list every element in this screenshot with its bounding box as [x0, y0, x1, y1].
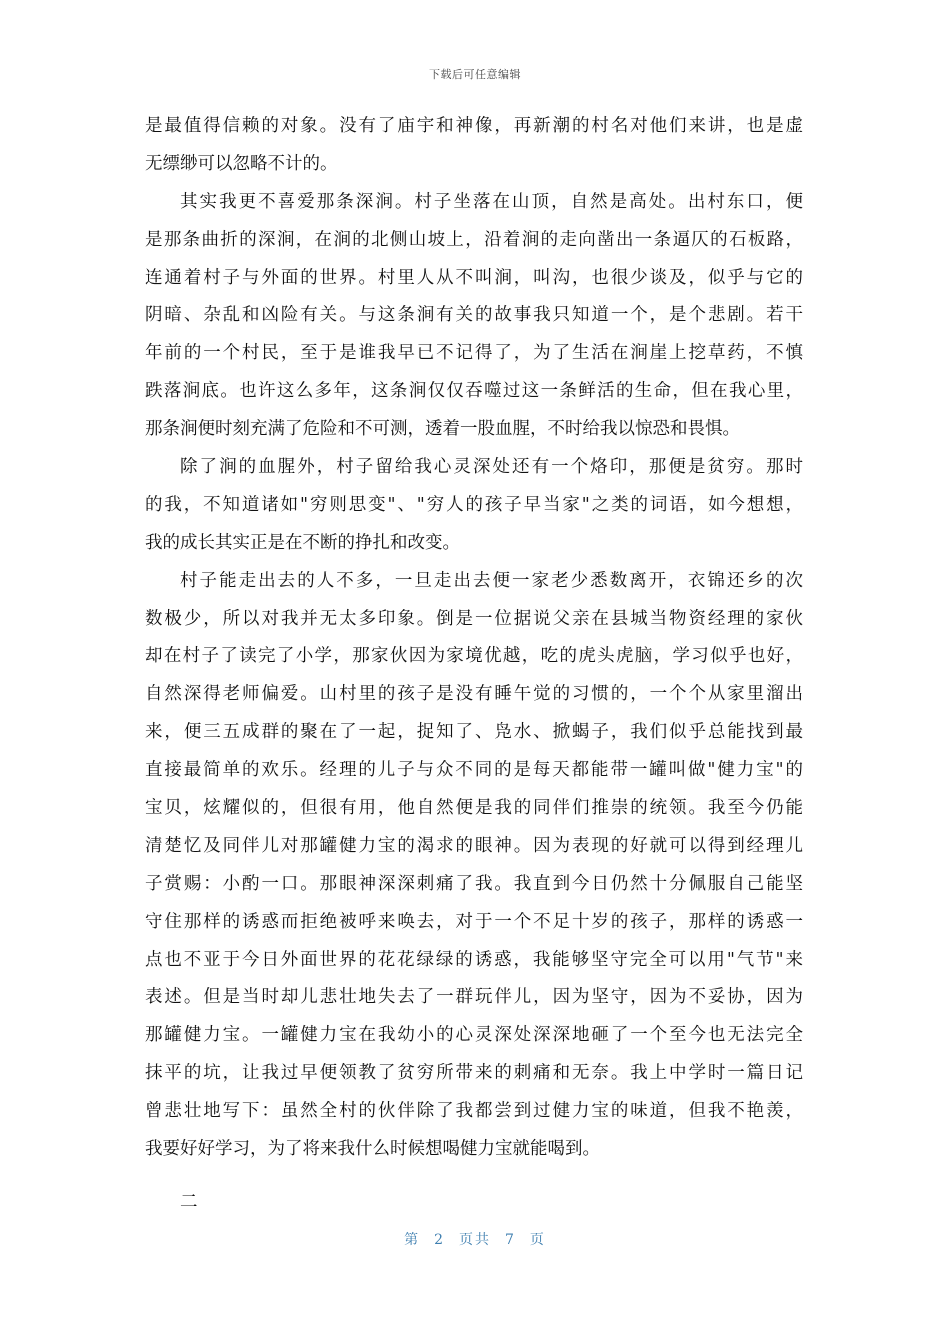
- footer-current-page: 2: [434, 1232, 445, 1248]
- text-line: 宝贝，炫耀似的，但很有用，他自然便是我的同伴们推崇的统领。我至今仍能: [145, 798, 803, 819]
- text-line: 那罐健力宝。一罐健力宝在我幼小的心灵深处深深地砸了一个至今也无法完全: [145, 1025, 803, 1046]
- text-line: 村子能走出去的人不多，一旦走出去便一家老少悉数离开，衣锦还乡的次: [180, 570, 803, 591]
- paragraph: [145, 563, 803, 1169]
- text-line: 那条涧便时刻充满了危险和不可测，透着一股血腥，不时给我以惊恐和畏惧。: [145, 419, 740, 440]
- footer-label-of: 页共: [459, 1232, 491, 1248]
- footer-label-page: 第: [404, 1232, 421, 1248]
- text-line: 直接最简单的欢乐。经理的儿子与众不同的是每天都能带一罐叫做"健力宝"的: [145, 760, 803, 781]
- text-line: 点也不亚于今日外面世界的花花绿绿的诱惑，我能够坚守完全可以用"气节"来: [145, 949, 803, 970]
- text-line: 的我，不知道诸如"穷则思变"、"穷人的孩子早当家"之类的词语，如今想想，: [145, 494, 803, 515]
- footer-label-end: 页: [529, 1232, 546, 1248]
- text-line: 是最值得信赖的对象。没有了庙宇和神像，再新潮的村名对他们来讲，也是虚: [145, 116, 803, 136]
- text-line: 我的成长其实正是在不断的挣扎和改变。: [145, 532, 460, 553]
- paragraph: [145, 449, 803, 563]
- text-line: 守住那样的诱惑而拒绝被呼来唤去，对于一个不足十岁的孩子，那样的诱惑一: [145, 911, 803, 932]
- text-line: 连通着村子与外面的世界。村里人从不叫涧，叫沟，也很少谈及，似乎与它的: [145, 267, 803, 288]
- paragraph: [145, 108, 803, 184]
- text-line: 自然深得老师偏爱。山村里的孩子是没有睡午觉的习惯的，一个个从家里溜出: [145, 684, 803, 705]
- text-line: 除了涧的血腥外，村子留给我心灵深处还有一个烙印，那便是贫穷。那时: [180, 457, 803, 478]
- text-line: 年前的一个村民，至于是谁我早已不记得了，为了生活在涧崖上挖草药，不慎: [145, 343, 803, 364]
- text-line: 来，便三五成群的聚在了一起，捉知了、凫水、掀蝎子，我们似乎总能找到最: [145, 722, 803, 743]
- text-line: 却在村子了读完了小学，那家伙因为家境优越，吃的虎头虎脑，学习似乎也好，: [145, 646, 803, 667]
- text-line: 其实我更不喜爱那条深涧。村子坐落在山顶，自然是高处。出村东口，便: [180, 191, 803, 212]
- text-line: 曾悲壮地写下：虽然全村的伙伴除了我都尝到过健力宝的味道，但我不艳羡，: [145, 1101, 803, 1122]
- section-number: 二: [180, 1191, 198, 1212]
- text-line: 抹平的坑，让我过早便领教了贫穷所带来的刺痛和无奈。我上中学时一篇日记: [145, 1063, 803, 1084]
- footer-total-pages: 7: [505, 1232, 516, 1248]
- text-line: 表述。但是当时却儿悲壮地失去了一群玩伴儿，因为坚守，因为不妥协，因为: [145, 987, 803, 1008]
- text-line: 无缥缈可以忽略不计的。: [145, 153, 338, 174]
- text-line: 清楚忆及同伴儿对那罐健力宝的渴求的眼神。因为表现的好就可以得到经理儿: [145, 835, 803, 856]
- text-line: 数极少，所以对我并无太多印象。倒是一位据说父亲在县城当物资经理的家伙: [145, 608, 803, 629]
- text-line: 是那条曲折的深涧，在涧的北侧山坡上，沿着涧的走向凿出一条逼仄的石板路，: [145, 229, 803, 250]
- text-line: 跌落涧底。也许这么多年，这条涧仅仅吞噬过这一条鲜活的生命，但在我心里，: [145, 381, 803, 402]
- document-body: [145, 108, 803, 1222]
- page-footer: [0, 1229, 950, 1249]
- text-line: 阴暗、杂乱和凶险有关。与这条涧有关的故事我只知道一个，是个悲剧。若干: [145, 305, 803, 326]
- text-line: 我要好好学习，为了将来我什么时候想喝健力宝就能喝到。: [145, 1139, 600, 1160]
- text-line: 子赏赐：小酌一口。那眼神深深刺痛了我。我直到今日仍然十分佩服自己能坚: [145, 873, 803, 894]
- paragraph: [145, 184, 803, 449]
- page-header: 下载后可任意编辑: [429, 68, 521, 81]
